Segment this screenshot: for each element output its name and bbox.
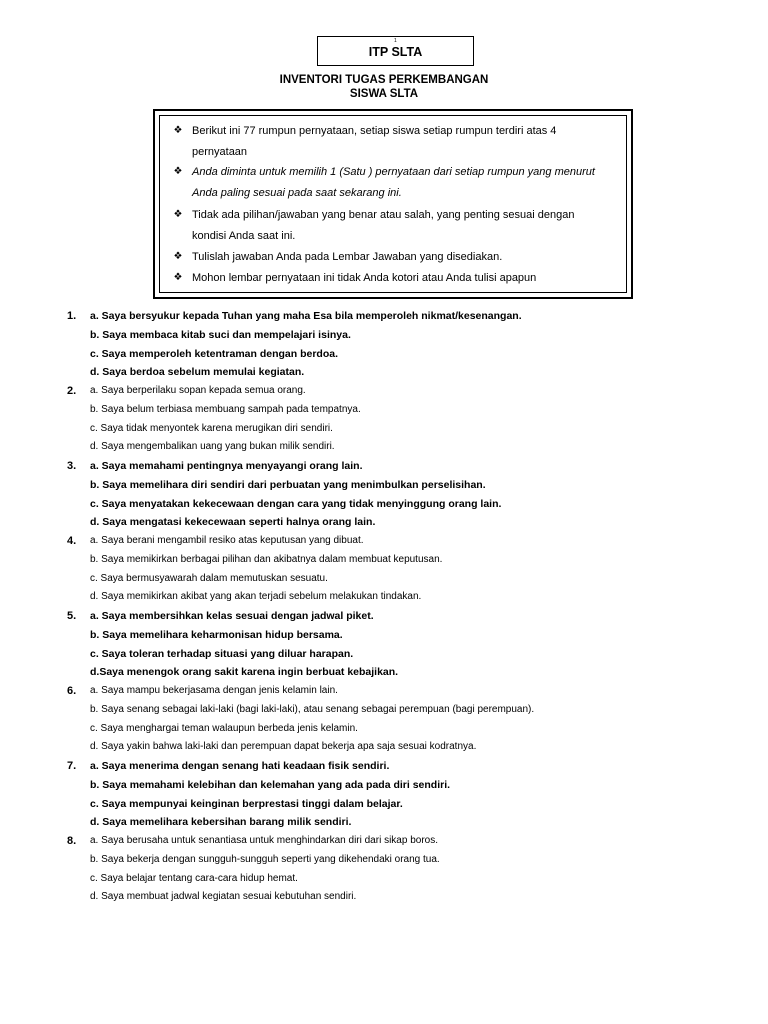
question-option: c. Saya tidak menyontek karena merugikan diri sendiri.	[90, 422, 333, 434]
instruction-item	[171, 162, 611, 203]
question-number: 8.	[67, 835, 77, 847]
question-option: c. Saya menghargai teman walaupun berbeda jenis kelamin.	[90, 722, 358, 734]
question-option: a. Saya menerima dengan senang hati keadaan fisik sendiri.	[90, 760, 390, 772]
question-option: a. Saya memahami pentingnya menyayangi orang lain.	[90, 460, 363, 472]
instruction-text: Tidak ada pilihan/jawaban yang benar atau salah, yang penting sesuai dengan	[192, 209, 575, 221]
question-option: c. Saya memperoleh ketentraman dengan berdoa.	[90, 347, 339, 360]
question-option: a. Saya membersihkan kelas sesuai dengan jadwal piket.	[90, 610, 374, 622]
instructions-box	[153, 109, 633, 299]
title-box	[317, 36, 474, 66]
instruction-text: Tulislah jawaban Anda pada Lembar Jawaban yang disediakan.	[192, 251, 503, 263]
question-option: d. Saya memelihara kebersihan barang milik sendiri.	[90, 816, 352, 829]
instruction-text-continued: Anda paling sesuai pada saat sekarang ini.	[192, 186, 402, 199]
instruction-item	[171, 247, 611, 268]
document-title: ITP SLTA	[368, 45, 423, 59]
question-option: b. Saya belum terbiasa membuang sampah pada tempatnya.	[90, 403, 361, 415]
question-option: b. Saya membaca kitab suci dan mempelajari isinya.	[90, 328, 351, 341]
question-number: 2.	[67, 385, 77, 397]
diamond-bullet-icon: ❖	[173, 209, 183, 220]
question-number: 6.	[67, 685, 77, 697]
diamond-bullet-icon: ❖	[173, 272, 183, 283]
question-option: c. Saya menyatakan kekecewaan dengan cara yang tidak menyinggung orang lain.	[90, 497, 502, 510]
question-option: d. Saya yakin bahwa laki-laki dan perempuan dapat bekerja apa saja sesuai kodratnya.	[90, 741, 477, 753]
question-option: b. Saya memelihara diri sendiri dari perbuatan yang menimbulkan perselisihan.	[90, 478, 486, 491]
instruction-text: Mohon lembar pernyataan ini tidak Anda kotori atau Anda tulisi apapun	[192, 272, 537, 284]
question-option: b. Saya memikirkan berbagai pilihan dan akibatnya dalam membuat keputusan.	[90, 553, 443, 565]
question-option: d. Saya berdoa sebelum memulai kegiatan.	[90, 366, 305, 379]
question-option: c. Saya toleran terhadap situasi yang diluar harapan.	[90, 647, 354, 660]
question-option: b. Saya senang sebagai laki-laki (bagi laki-laki), atau senang sebagai perempuan (bagi perempuan).	[90, 703, 535, 715]
question-number: 1.	[67, 310, 77, 322]
question-number: 5.	[67, 610, 77, 622]
question-option: c. Saya belajar tentang cara-cara hidup hemat.	[90, 872, 298, 884]
question-option: b. Saya memahami kelebihan dan kelemahan yang ada pada diri sendiri.	[90, 778, 451, 791]
question-option: a. Saya berusaha untuk senantiasa untuk menghindarkan diri dari sikap boros.	[90, 835, 438, 846]
instruction-text: Anda diminta untuk memilih 1 (Satu ) pernyataan dari setiap rumpun yang menurut	[192, 166, 595, 178]
question-option: c. Saya bermusyawarah dalam memutuskan sesuatu.	[90, 572, 328, 584]
heading-line-2: SISWA SLTA	[349, 88, 419, 100]
question-option: b. Saya memelihara keharmonisan hidup bersama.	[90, 628, 343, 641]
question-option: d. Saya membuat jadwal kegiatan sesuai kebutuhan sendiri.	[90, 891, 357, 903]
question-option: a. Saya berperilaku sopan kepada semua orang.	[90, 385, 306, 396]
instruction-item	[171, 121, 611, 162]
instruction-text: Berikut ini 77 rumpun pernyataan, setiap siswa setiap rumpun terdiri atas 4	[192, 125, 557, 137]
question-number: 7.	[67, 760, 77, 772]
instruction-text-continued: pernyataan	[192, 145, 248, 158]
diamond-bullet-icon: ❖	[173, 125, 183, 136]
instruction-item	[171, 205, 611, 246]
question-option: d.Saya menengok orang sakit karena ingin berbuat kebajikan.	[90, 666, 399, 679]
question-option: a. Saya bersyukur kepada Tuhan yang maha Esa bila memperoleh nikmat/kesenangan.	[90, 310, 522, 322]
heading-line-1: INVENTORI TUGAS PERKEMBANGAN	[279, 74, 489, 86]
diamond-bullet-icon: ❖	[173, 166, 183, 177]
question-option: a. Saya mampu bekerjasama dengan jenis kelamin lain.	[90, 685, 338, 696]
diamond-bullet-icon: ❖	[173, 251, 183, 262]
question-option: d. Saya mengembalikan uang yang bukan milik sendiri.	[90, 441, 335, 453]
question-option: d. Saya memikirkan akibat yang akan terjadi sebelum melakukan tindakan.	[90, 591, 422, 603]
instruction-text-continued: kondisi Anda saat ini.	[192, 229, 296, 242]
instruction-item	[171, 268, 611, 289]
question-number: 4.	[67, 535, 77, 547]
question-number: 3.	[67, 460, 77, 472]
question-option: d. Saya mengatasi kekecewaan seperti halnya orang lain.	[90, 516, 376, 529]
question-option: a. Saya berani mengambil resiko atas keputusan yang dibuat.	[90, 535, 364, 546]
question-option: b. Saya bekerja dengan sungguh-sungguh seperti yang dikehendaki orang tua.	[90, 853, 440, 865]
question-option: c. Saya mempunyai keinginan berprestasi tinggi dalam belajar.	[90, 797, 403, 810]
title-mark: 1	[394, 38, 397, 44]
